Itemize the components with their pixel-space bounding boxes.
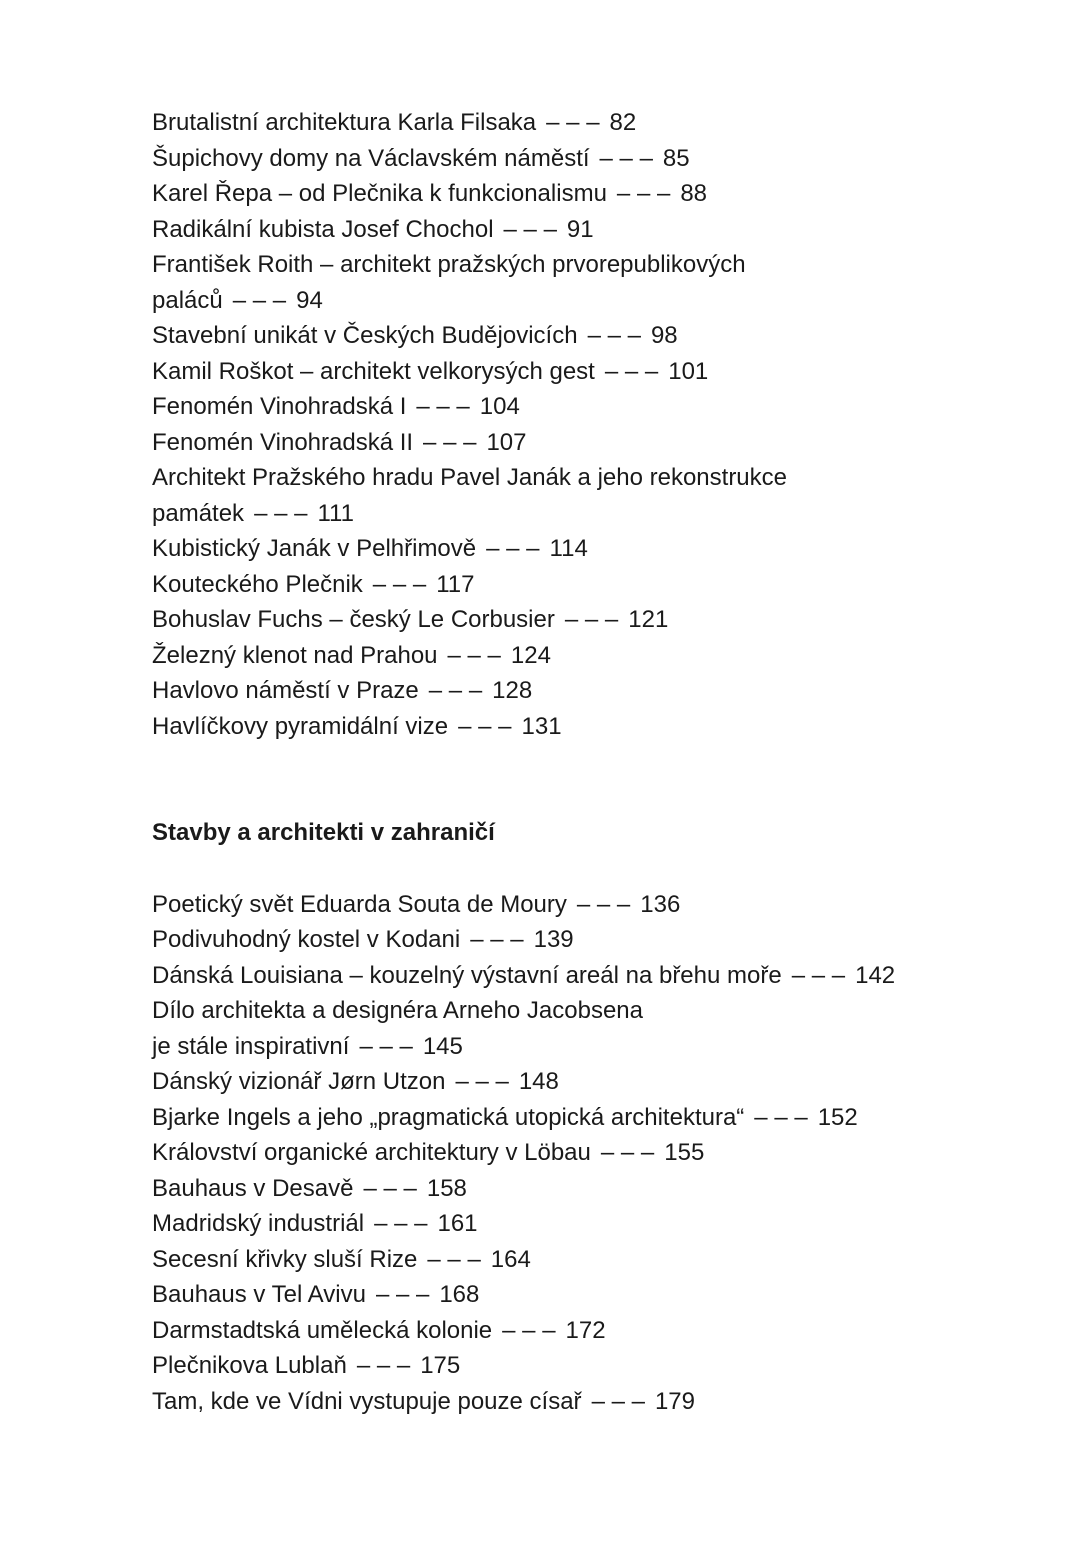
- toc-entry-leader: – – –: [375, 1281, 430, 1308]
- toc-entry-title: Darmstadtská umělecká kolonie: [152, 1316, 493, 1344]
- toc-list-domestic: [152, 105, 1032, 744]
- toc-entry-leader: – – –: [447, 641, 501, 669]
- toc-entry[interactable]: [152, 638, 1032, 674]
- toc-entry-leader: – – –: [416, 393, 470, 420]
- toc-entry-title: Dánský vizionář Jørn Utzon: [152, 1068, 446, 1095]
- toc-entry-title: Kubistický Janák v Pelhřimově: [152, 535, 477, 562]
- toc-entry-leader: – – –: [502, 1316, 556, 1344]
- toc-entry-page: 164: [490, 1245, 531, 1273]
- toc-entry-title: Podivuhodný kostel v Kodani: [152, 926, 461, 953]
- toc-entry-leader: – – –: [232, 286, 287, 314]
- toc-entry[interactable]: [152, 176, 1032, 212]
- toc-entry-leader: – – –: [600, 1139, 655, 1166]
- section-heading: Stavby a architekti v zahraničí: [152, 819, 495, 846]
- toc-entry-page: 91: [566, 215, 594, 243]
- toc-entry-page: 152: [817, 1103, 858, 1131]
- toc-entry-leader: – – –: [372, 570, 427, 598]
- toc-entry-page: 85: [662, 144, 690, 172]
- toc-entry-page: 168: [439, 1281, 480, 1308]
- toc-entry-page: 142: [855, 961, 896, 989]
- toc-entry[interactable]: [152, 318, 1032, 354]
- toc-entry-page: 128: [492, 677, 533, 704]
- toc-entry-page: 124: [510, 641, 551, 669]
- toc-entry-leader: – – –: [604, 357, 659, 385]
- toc-entry-leader: – – –: [546, 109, 600, 136]
- toc-section-abroad: [152, 815, 1032, 1419]
- toc-entry[interactable]: [152, 460, 832, 531]
- toc-entry[interactable]: [152, 1206, 1032, 1242]
- toc-entry-title: Brutalistní architektura Karla Filsaka: [152, 109, 537, 136]
- toc-entry-title: Secesní křivky sluší Rize: [152, 1245, 418, 1273]
- toc-entry[interactable]: [152, 602, 1032, 638]
- toc-entry-page: 94: [296, 286, 323, 314]
- toc-entry-title: Radikální kubista Josef Chochol: [152, 215, 494, 243]
- toc-entry[interactable]: [152, 247, 792, 318]
- toc-entry-leader: – – –: [616, 180, 671, 207]
- toc-entry-title: Kouteckého Plečnik: [152, 570, 363, 598]
- toc-entry-page: 136: [640, 890, 681, 918]
- toc-entry-title: Fenomén Vinohradská I: [152, 393, 407, 420]
- toc-entry-leader: – – –: [599, 144, 653, 172]
- toc-entry-page: 131: [521, 712, 562, 740]
- toc-entry-title: Karel Řepa – od Plečnika k funkcionalismu: [152, 180, 607, 207]
- toc-entry[interactable]: [152, 425, 1032, 461]
- toc-entry-page: 179: [654, 1387, 695, 1415]
- toc-entry-title: Havlovo náměstí v Praze: [152, 677, 419, 704]
- toc-entry-leader: – – –: [423, 428, 477, 456]
- toc-entry-title: Poetický svět Eduarda Souta de Moury: [152, 890, 567, 918]
- toc-entry[interactable]: [152, 1171, 1032, 1207]
- toc-entry-page: 121: [628, 606, 669, 633]
- toc-entry-title: Dánská Louisiana – kouzelný výstavní areál na břehu moře: [152, 961, 782, 989]
- toc-entry[interactable]: [152, 531, 1032, 567]
- toc-entry-page: 158: [426, 1174, 467, 1202]
- toc-entry-title: František Roith – architekt pražských prvorepublikových paláců: [152, 251, 746, 314]
- toc-entry[interactable]: [152, 922, 1032, 958]
- toc-entry-title: Království organické architektury v Löbau: [152, 1139, 591, 1166]
- toc-entry[interactable]: [152, 1348, 1032, 1384]
- toc-entry[interactable]: [152, 673, 1032, 709]
- toc-entry-leader: – – –: [591, 1387, 645, 1415]
- toc-entry-page: 101: [668, 357, 709, 385]
- toc-entry-title: Architekt Pražského hradu Pavel Janák a jeho rekonstrukce památek: [152, 464, 788, 527]
- toc-entry-page: 117: [436, 570, 475, 598]
- toc-entry[interactable]: [152, 389, 1032, 425]
- toc-entry-page: 88: [680, 180, 708, 207]
- toc-entry-page: 98: [650, 322, 678, 349]
- toc-entry-title: Dílo architekta a designéra Arneho Jacobsena: [152, 997, 643, 1024]
- toc-entry-page: 155: [664, 1139, 705, 1166]
- toc-entry-title: Madridský industriál: [152, 1210, 365, 1237]
- toc-entry-leader: – – –: [503, 215, 557, 243]
- toc-entry-title: Bjarke Ingels a jeho „pragmatická utopická architektura“: [152, 1103, 745, 1131]
- toc-entry-title: Bauhaus v Desavě: [152, 1174, 354, 1202]
- toc-page: [152, 105, 1032, 1415]
- toc-entry-leader: – – –: [754, 1103, 808, 1131]
- toc-entry[interactable]: [152, 1242, 1032, 1278]
- toc-entry-title: Plečnikova Lublaň: [152, 1352, 347, 1379]
- toc-entry[interactable]: [152, 1384, 1032, 1420]
- toc-entry-leader: – – –: [587, 322, 641, 349]
- toc-entry-leader: – – –: [486, 535, 540, 562]
- toc-entry-page: 114: [549, 535, 588, 562]
- toc-entry[interactable]: [152, 141, 1032, 177]
- toc-entry-leader: – – –: [470, 926, 524, 953]
- toc-entry-leader: – – –: [374, 1210, 428, 1237]
- toc-entry-title: Tam, kde ve Vídni vystupuje pouze císař: [152, 1387, 582, 1415]
- toc-entry-title: Stavební unikát v Českých Budějovicích: [152, 322, 578, 349]
- toc-entry-page: 104: [479, 393, 520, 420]
- toc-entry-title: Bauhaus v Tel Avivu: [152, 1281, 366, 1308]
- toc-entry-title: Kamil Roškot – architekt velkorysých gest: [152, 357, 595, 385]
- toc-entry-leader: – – –: [427, 1245, 481, 1273]
- toc-entry-title: Bohuslav Fuchs – český Le Corbusier: [152, 606, 555, 633]
- toc-entry-leader: – – –: [363, 1174, 417, 1202]
- toc-entry[interactable]: [152, 958, 1032, 994]
- toc-entry[interactable]: [152, 1277, 1032, 1313]
- toc-entry[interactable]: [152, 887, 1032, 923]
- toc-entry-leader: – – –: [458, 712, 512, 740]
- toc-entry-page: 111: [317, 499, 354, 527]
- toc-section-domestic: [152, 105, 1032, 744]
- toc-entry-title: Šupichovy domy na Václavském náměstí: [152, 144, 590, 172]
- toc-entry-page: 145: [422, 1032, 463, 1060]
- toc-entry[interactable]: [152, 1064, 1032, 1100]
- toc-entry[interactable]: [152, 1135, 1032, 1171]
- toc-list-abroad: [152, 887, 1032, 1420]
- toc-entry-leader: – – –: [359, 1032, 413, 1060]
- toc-entry-page: 172: [565, 1316, 606, 1344]
- toc-entry-page: 82: [609, 109, 637, 136]
- toc-entry-leader: – – –: [564, 606, 619, 633]
- toc-entry-title: Fenomén Vinohradská II: [152, 428, 414, 456]
- toc-entry-title: Havlíčkovy pyramidální vize: [152, 712, 449, 740]
- toc-entry-leader: – – –: [356, 1352, 411, 1379]
- toc-entry-page: 161: [437, 1210, 478, 1237]
- toc-entry[interactable]: [152, 709, 1032, 745]
- toc-entry-leader: – – –: [576, 890, 631, 918]
- toc-entry[interactable]: [152, 354, 1032, 390]
- toc-entry-page: 175: [420, 1352, 461, 1379]
- toc-entry-title: Železný klenot nad Prahou: [152, 641, 438, 669]
- toc-entry-leader: – – –: [791, 961, 846, 989]
- toc-entry-leader: – – –: [455, 1068, 509, 1095]
- toc-entry[interactable]: [152, 1100, 1032, 1136]
- toc-entry-leader: – – –: [254, 499, 308, 527]
- toc-entry[interactable]: [152, 993, 1032, 1064]
- toc-entry-page: 139: [533, 926, 574, 953]
- toc-entry[interactable]: [152, 105, 1032, 141]
- toc-entry-title-continued: je stále inspirativní: [152, 1032, 350, 1060]
- toc-entry[interactable]: [152, 1313, 1032, 1349]
- toc-entry-page: 107: [486, 428, 527, 456]
- toc-entry[interactable]: [152, 212, 1032, 248]
- toc-entry-page: 148: [518, 1068, 559, 1095]
- toc-entry-leader: – – –: [428, 677, 483, 704]
- toc-entry[interactable]: [152, 567, 1032, 603]
